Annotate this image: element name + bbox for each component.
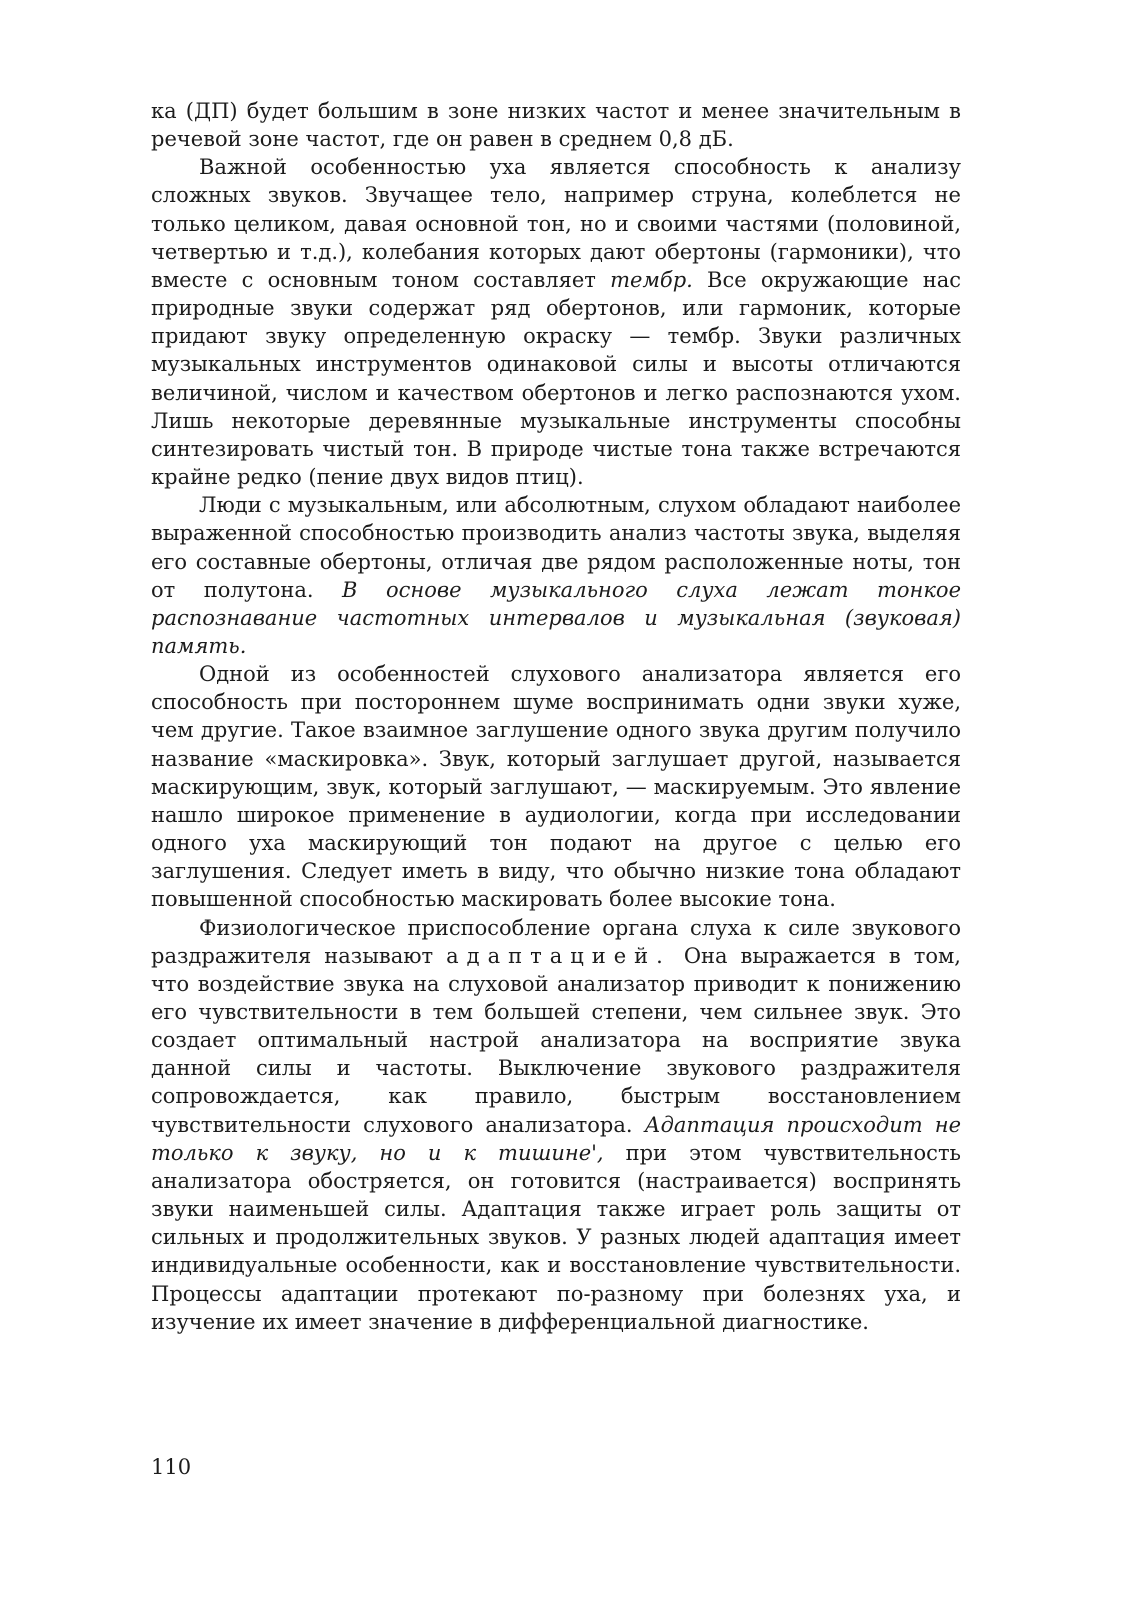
italic-statement-musical-hearing: В основе музыкального слуха лежат тонкое распознавание частотных интервалов и музыкальная (звуковая) память. bbox=[151, 577, 961, 658]
paragraph-text: при этом чувствительность анализатора обостряется, он готовится (настраивается) воспринять звуки наименьшей силы. Адаптация также играет роль защиты от сильных и продолжительных звуков. У разных людей адаптация имеет индивидуальные особенности, как и восстановление чувствительности. Процессы адаптации протекают по-разному при болезнях уха, и изучение их имеет значение в дифференциальной диагностике. bbox=[151, 1140, 961, 1334]
paragraph-continuation bbox=[151, 97, 961, 153]
paragraph-text: ка (ДП) будет большим в зоне низких частот и менее значительным в речевой зоне частот, где он равен в среднем 0,8 дБ. bbox=[151, 99, 961, 152]
paragraph-text: Все окружающие нас природные звуки содержат ряд обертонов, или гармоник, которые придают звуку определенную окраску — тембр. Звуки различных музыкальных инструментов одинаковой силы и высоты отличаются величиной, числом и качеством обертонов и легко распознаются ухом. Лишь некоторые деревянные музыкальные инструменты способны синтезировать чистый тон. В природе чистые тона также встречаются крайне редко (пение двух видов птиц). bbox=[151, 267, 962, 490]
paragraph-text: Она выражается в том, что воздействие звука на слуховой анализатор приводит к понижению его чувствительности в тем большей степени, чем сильнее звук. Это создает оптимальный настрой анализатора на восприятие звука данной силы и частоты. Выключение звукового раздражителя сопровождается, как правило, быстрым восстановлением чувствительности слухового анализатора. bbox=[151, 943, 961, 1137]
page-body bbox=[151, 97, 961, 1336]
page-number: 110 bbox=[151, 1455, 192, 1479]
paragraph-masking bbox=[151, 660, 961, 913]
spaced-term-adaptation: адаптацией. bbox=[446, 943, 671, 968]
paragraph-adaptation bbox=[151, 914, 961, 1336]
paragraph-text: Люди с музыкальным, или абсолютным, слухом обладают наиболее выраженной способностью производить анализ частоты звука, выделяя его составные обертоны, отличая две рядом расположенные ноты, тон от полутона. bbox=[151, 493, 961, 602]
paragraph-text: Физиологическое приспособление органа слуха к силе звукового раздражителя называют bbox=[151, 915, 961, 968]
paragraph-text: Одной из особенностей слухового анализатора является его способность при постороннем шуме воспринимать одни звуки хуже, чем другие. Такое взаимное заглушение одного звука другим получило название «маскировка». Звук, который заглушает другой, называется маскирующим, звук, который заглушают, — маскируемым. Это явление нашло широкое применение в аудиологии, когда при исследовании одного уха маскирующий тон подают на другое с целью его заглушения. Следует иметь в виду, что обычно низкие тона обладают повышенной способностью маскировать более высокие тона. bbox=[151, 662, 961, 912]
paragraph-text: Важной особенностью уха является способность к анализу сложных звуков. Звучащее тело, например струна, колеблется не только целиком, давая основной тон, но и своими частями (половиной, четвертью и т.д.), колебания которых дают обертоны (гармоники), что вместе с основным тоном составляет bbox=[151, 155, 961, 292]
italic-term-timbre: тембр. bbox=[610, 267, 693, 292]
paragraph-timbre bbox=[151, 153, 961, 491]
italic-statement-adaptation: Адаптация происходит не только к звуку, но и к тишине', bbox=[151, 1112, 962, 1165]
paragraph-musical-hearing bbox=[151, 491, 961, 660]
